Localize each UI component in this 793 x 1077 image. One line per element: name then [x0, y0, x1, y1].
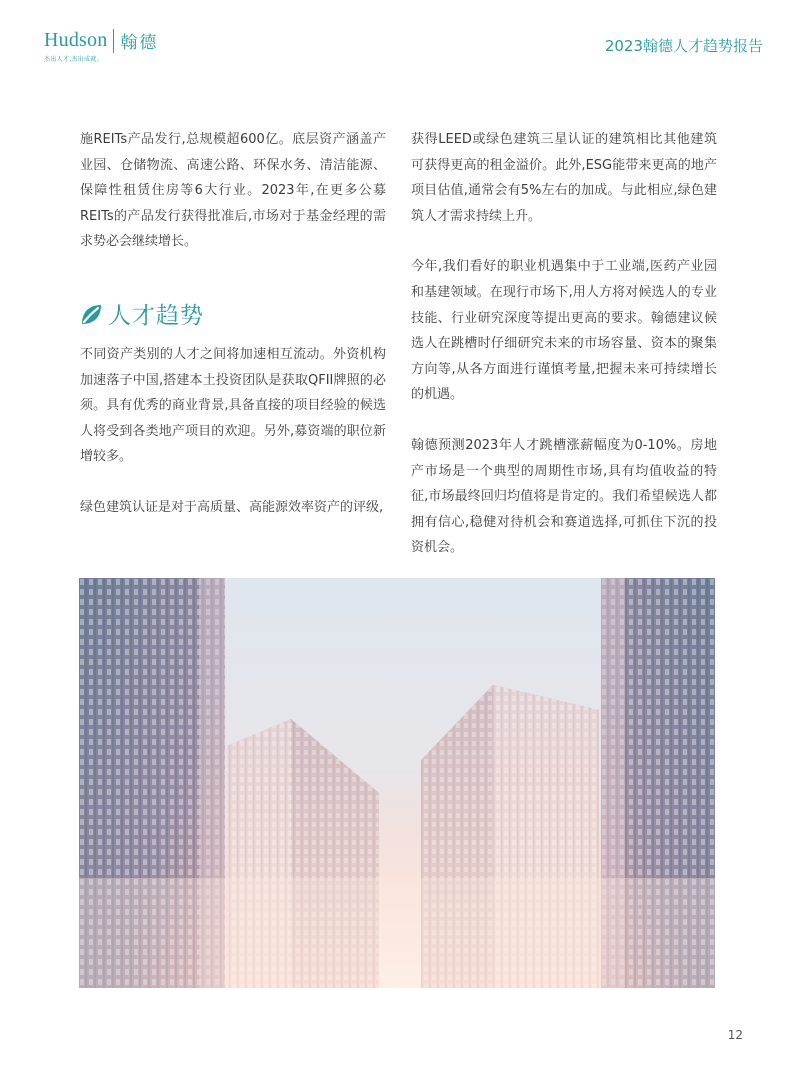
building-photo: [79, 578, 715, 988]
hudson-logo: [44, 28, 158, 63]
logo-wordmark: [44, 28, 158, 53]
skyscrapers-illustration: [79, 578, 715, 988]
paragraph: 不同资产类别的人才之间将加速相互流动。外资机构加速落子中国,搭建本土投资团队是获取QFII牌照的必须。具有优秀的商业背景,具备直接的项目经验的候选人将受到各类地产项目的欢迎。另外,募资端的职位新增较多。: [80, 347, 386, 465]
paragraph: 绿色建筑认证是对于高质量、高能源效率资产的评级,: [80, 499, 384, 515]
paragraph: 翰德预测2023年人才跳槽涨薪幅度为0-10%。房地产市场是一个典型的周期性市场,具有均值收益的特征,市场最终回归均值将是肯定的。我们希望候选人都拥有信心,稳健对待机会和赛道选择,可抓住下沉的投资机会。: [411, 437, 717, 556]
page-number: 12: [727, 1028, 743, 1042]
section-heading: [80, 297, 204, 330]
section-title: 人才趋势: [108, 303, 204, 329]
leaf-icon: [80, 303, 102, 325]
left-column-bottom: [80, 342, 386, 521]
paragraph: 获得LEED或绿色建筑三星认证的建筑相比其他建筑可获得更高的租金溢价。此外,ESG能带来更高的地产项目估值,通常会有5%左右的加成。与此相应,绿色建筑人才需求持续上升。: [411, 132, 717, 224]
right-column: [411, 127, 717, 561]
left-column-top: [80, 127, 386, 255]
report-title: 2023翰德人才趋势报告: [604, 37, 763, 55]
paragraph: 今年,我们看好的职业机遇集中于工业端,医药产业园和基建领域。在现行市场下,用人方将对候选人的专业技能、行业研究深度等提出更高的要求。翰德建议候选人在跳槽时仔细研究未来的市场容量、资本的聚集方向等,从各方面进行谨慎考量,把握未来可持续增长的机遇。: [411, 259, 717, 403]
logo-divider: [113, 29, 114, 53]
logo-tagline: 杰出人才,杰出成就。: [44, 56, 103, 63]
paragraph: 施REITs产品发行,总规模超600亿。底层资产涵盖产业园、仓储物流、高速公路、环保水务、清洁能源、保障性租赁住房等6大行业。2023年,在更多公募REITs的产品发行获得批准后,市场对于基金经理的需求势必会继续增长。: [80, 132, 386, 250]
logo-english: Hudson: [44, 29, 108, 51]
logo-chinese: 翰德: [120, 33, 159, 53]
